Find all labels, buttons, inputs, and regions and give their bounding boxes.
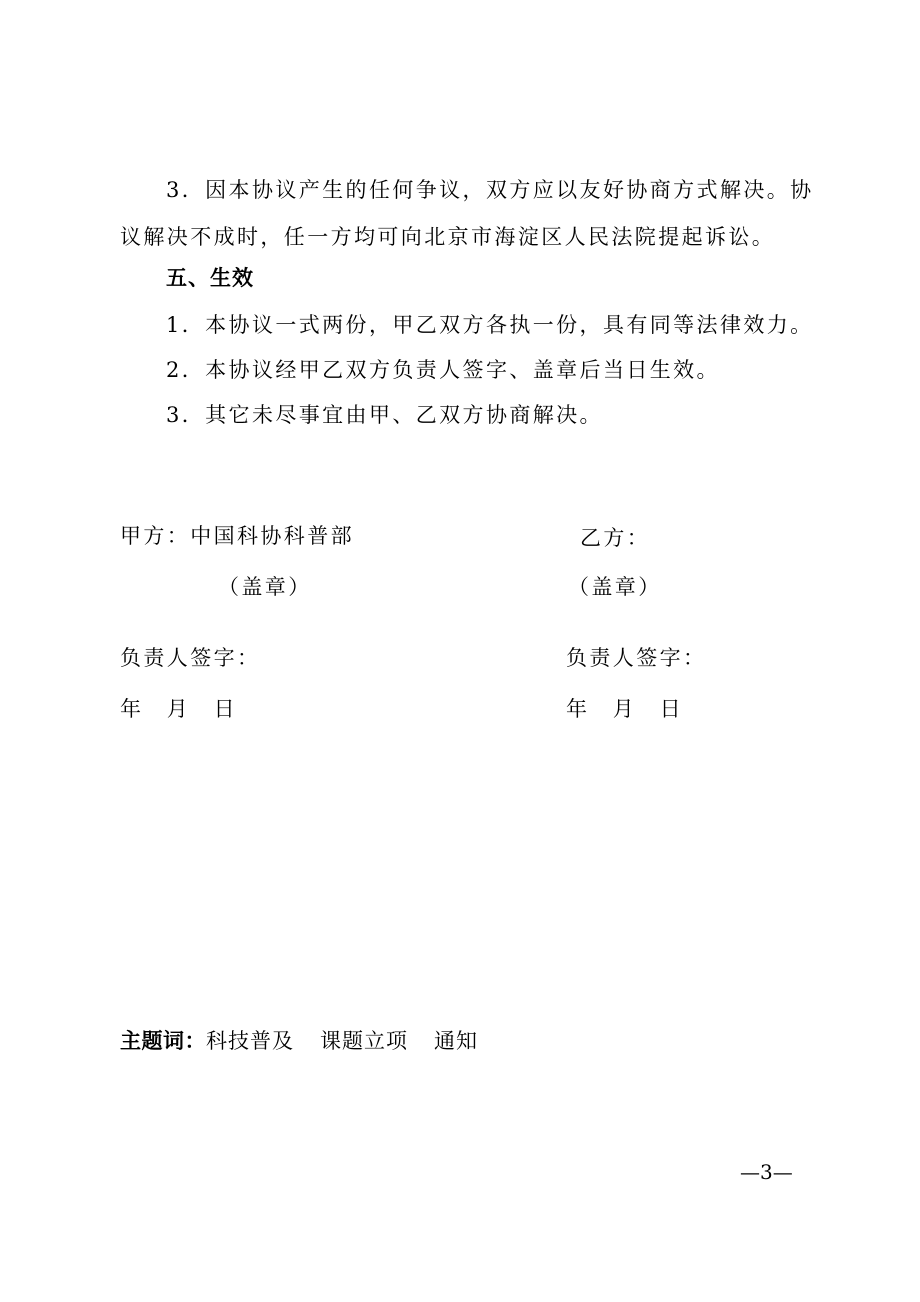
effect-item-1: 1．本协议一式两份，甲乙双方各执一份，具有同等法律效力。	[166, 313, 814, 337]
party-b-date: 年 月 日	[566, 697, 683, 721]
dispute-paragraph-line-1: 3．因本协议产生的任何争议，双方应以友好协商方式解决。协	[166, 178, 814, 202]
dispute-paragraph-line-2: 议解决不成时，任一方均可向北京市海淀区人民法院提起诉讼。	[120, 225, 776, 249]
party-b-seal: （盖章）	[568, 575, 662, 599]
party-b-signer: 负责人签字：	[566, 646, 707, 670]
section-five-heading: 五、生效	[166, 266, 254, 290]
effect-item-3: 3．其它未尽事宜由甲、乙双方协商解决。	[166, 403, 603, 427]
party-a-seal: （盖章）	[218, 575, 312, 599]
party-a-signer: 负责人签字：	[120, 646, 261, 670]
keywords-label: 主题词：	[120, 1029, 206, 1053]
keywords-line	[120, 1026, 478, 1056]
effect-item-2: 2．本协议经甲乙双方负责人签字、盖章后当日生效。	[166, 358, 720, 382]
keyword-item: 科技普及	[206, 1029, 294, 1053]
party-b-label: 乙方：	[580, 526, 651, 550]
party-a-date: 年 月 日	[120, 697, 237, 721]
keyword-item: 课题立项	[320, 1029, 408, 1053]
page-number: —3—	[740, 1160, 793, 1184]
keyword-item: 通知	[434, 1029, 478, 1053]
party-a-label: 甲方：中国科协科普部	[120, 524, 354, 548]
